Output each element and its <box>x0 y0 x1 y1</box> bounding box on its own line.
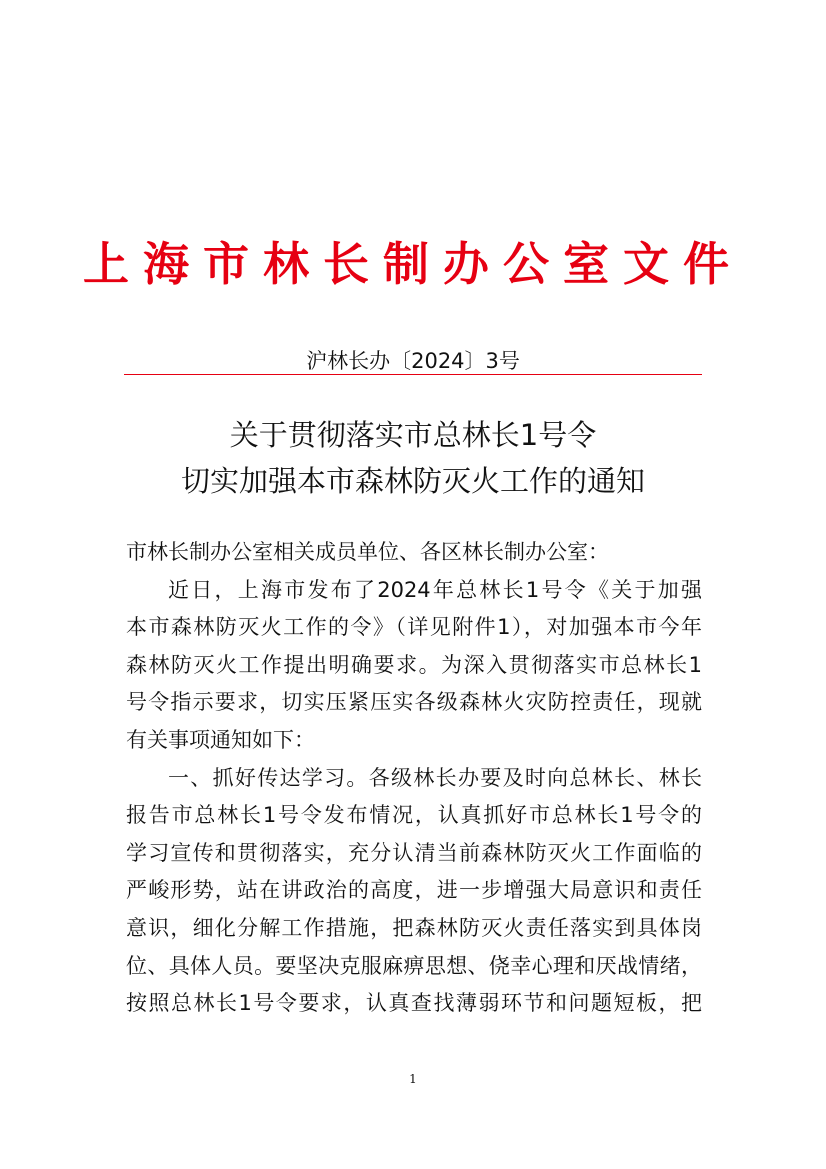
notice-title-line-2: 切实加强本市森林防灭火工作的通知 <box>180 464 645 498</box>
notice-title-line-1: 关于贯彻落实市总林长1号令 <box>229 418 597 452</box>
body-line: 有关事项通知如下： <box>126 727 315 752</box>
document-number: 沪林长办〔2024〕3号 <box>306 349 520 373</box>
body-line: 报告市总林长1号令发布情况，认真抓好市总林长1号令的 <box>126 803 702 828</box>
notice-title <box>0 412 826 504</box>
document-body <box>126 534 702 1023</box>
body-line: 位、具体人员。要坚决克服麻痹思想、侥幸心理和厌战情绪， <box>126 953 702 978</box>
body-line: 号令指示要求，切实压紧压实各级森林火灾防控责任，现就 <box>126 690 702 715</box>
body-line: 按照总林长1号令要求，认真查找薄弱环节和问题短板，把 <box>126 991 702 1016</box>
body-line: 森林防灭火工作提出明确要求。为深入贯彻落实市总林长1 <box>126 652 702 677</box>
addressee: 市林长制办公室相关成员单位、各区林长制办公室： <box>126 540 609 564</box>
page-number: 1 <box>409 1072 417 1086</box>
document-header-title: 上海市林长制办公室文件 <box>83 237 743 291</box>
body-line: 一、抓好传达学习。各级林长办要及时向总林长、林长 <box>168 765 702 790</box>
body-line: 本市森林防灭火工作的令》（详见附件1），对加强本市今年 <box>126 615 702 640</box>
header-red-rule <box>124 374 702 375</box>
body-line: 严峻形势，站在讲政治的高度，进一步增强大局意识和责任 <box>126 878 702 903</box>
body-line: 意识，细化分解工作措施，把森林防灭火责任落实到具体岗 <box>126 915 702 940</box>
body-line: 学习宣传和贯彻落实，充分认清当前森林防灭火工作面临的 <box>126 840 702 865</box>
body-line: 近日，上海市发布了2024年总林长1号令《关于加强 <box>168 577 702 602</box>
